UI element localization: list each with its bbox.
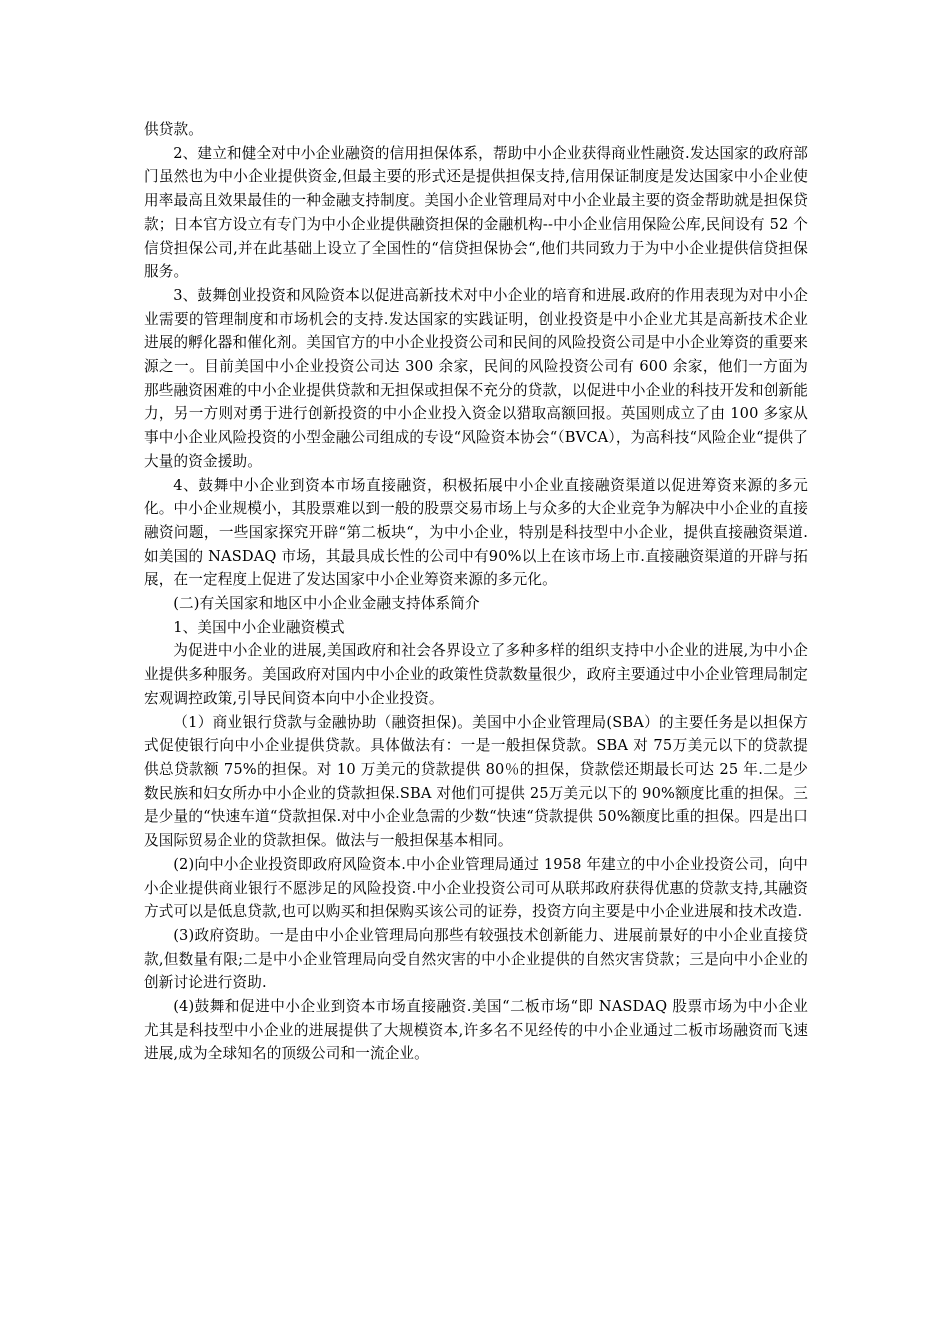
paragraph-nasdaq: (4)鼓舞和促进中小企业到资本市场直接融资.美国“二板市场“即 NASDAQ 股票市场为中小企业尤其是科技型中小企业的进展提供了大规模资本,许多名不见经传的中小企业通过二板市场融资而飞速进展,成为全球知名的顶级公司和一流企业。 — [144, 998, 808, 1063]
paragraph-credit-guarantee: 2、建立和健全对中小企业融资的信用担保体系，帮助中小企业获得商业性融资.发达国家的政府部门虽然也为中小企业提供资金,但最主要的形式还是提供担保支持,信用保证制度是发达国家中小企业使用率最高且效果最佳的一种金融支持制度。美国小企业管理局对中小企业最主要的资金帮助就是担保贷款；日本官方设立有专门为中小企业提供融资担保的金融机构--中小企业信用保险公库,民间设有 52 个信贷担保公司,并在此基础上设立了全国性的“信贷担保协会“,他们共同致力于为中小企业提供信贷担保服务。 — [144, 144, 808, 281]
paragraph-government-funding: (3)政府资助。一是由中小企业管理局向那些有较强技术创新能力、进展前景好的中小企业直接贷款,但数量有限;二是中小企业管理局向受自然灾害的中小企业提供的自然灾害贷款；三是向中小企业的创新讨论进行资助. — [144, 926, 808, 992]
section-heading: (二)有关国家和地区中小企业金融支持体系简介 — [173, 595, 480, 613]
paragraph-sba-loans: （1）商业银行贷款与金融协助（融资担保)。美国中小企业管理局(SBA）的主要任务是以担保方式促使银行向中小企业提供贷款。具体做法有：一是一般担保贷款。SBA 对 75万美元以下的贷款提供总贷款额 75%的担保。对 10 万美元的贷款提供 80％的担保，贷款偿还期最长可达 25 年.二是少数民族和妇女所办中小企业的贷款担保.SBA 对他们可提供 25万美元以下的 90%额度比重的担保。三是少量的“快速车道“贷款担保.对中小企业急需的少数“快速“贷款提供 50%额度比重的担保。四是出口及国际贸易企业的贷款担保。做法与一般担保基本相同。 — [144, 713, 808, 850]
paragraph-capital-market: 4、鼓舞中小企业到资本市场直接融资，积极拓展中小企业直接融资渠道以促进筹资来源的多元化。中小企业规模小，其股票难以到一般的股票交易市场上与众多的大企业竞争为解决中小企业的直接融资问题，一些国家探究开辟“第二板块“，为中小企业，特别是科技型中小企业，提供直接融资渠道.如美国的 NASDAQ 市场，其最具成长性的公司中有90%以上在该市场上市.直接融资渠道的开辟与拓展，在一定程度上促进了发达国家中小企业筹资来源的多元化。 — [144, 476, 808, 589]
paragraph-continuation: 供贷款。 — [144, 121, 203, 138]
subsection-heading: 1、美国中小企业融资模式 — [173, 618, 345, 636]
paragraph-venture-capital: 3、鼓舞创业投资和风险资本以促进高新技术对中小企业的培育和进展.政府的作用表现为对中小企业需要的管理制度和市场机会的支持.发达国家的实践证明，创业投资是中小企业尤其是高新技术企业进展的孵化器和催化剂。美国官方的中小企业投资公司和民间的风险投资公司是中小企业筹资的重要来源之一。目前美国中小企业投资公司达 300 余家，民间的风险投资公司有 600 余家，他们一方面为那些融资困难的中小企业提供贷款和无担保或担保不充分的贷款，以促进中小企业的科技开发和创新能力，另一方则对勇于进行创新投资的中小企业投入资金以猎取高额回报。英国则成立了由 100 多家从事中小企业风险投资的小型金融公司组成的专设“风险资本协会“（BVCA），为高科技“风险企业“提供了大量的资金援助。 — [144, 286, 808, 470]
paragraph-us-overview: 为促进中小企业的进展,美国政府和社会各界设立了多种多样的组织支持中小企业的进展,为中小企业提供多种服务。美国政府对国内中小企业的政策性贷款数量很少，政府主要通过中小企业管理局制定宏观调控政策,引导民间资本向中小企业投资。 — [144, 642, 808, 707]
paragraph-government-venture: (2)向中小企业投资即政府风险资本.中小企业管理局通过 1958 年建立的中小企业投资公司，向中小企业提供商业银行不愿涉足的风险投资.中小企业投资公司可从联邦政府获得优惠的贷款支持,其融资方式可以是低息贷款,也可以购买和担保购买该公司的证券，投资方向主要是中小企业进展和技术改造. — [144, 855, 808, 921]
document-body — [144, 118, 808, 1066]
